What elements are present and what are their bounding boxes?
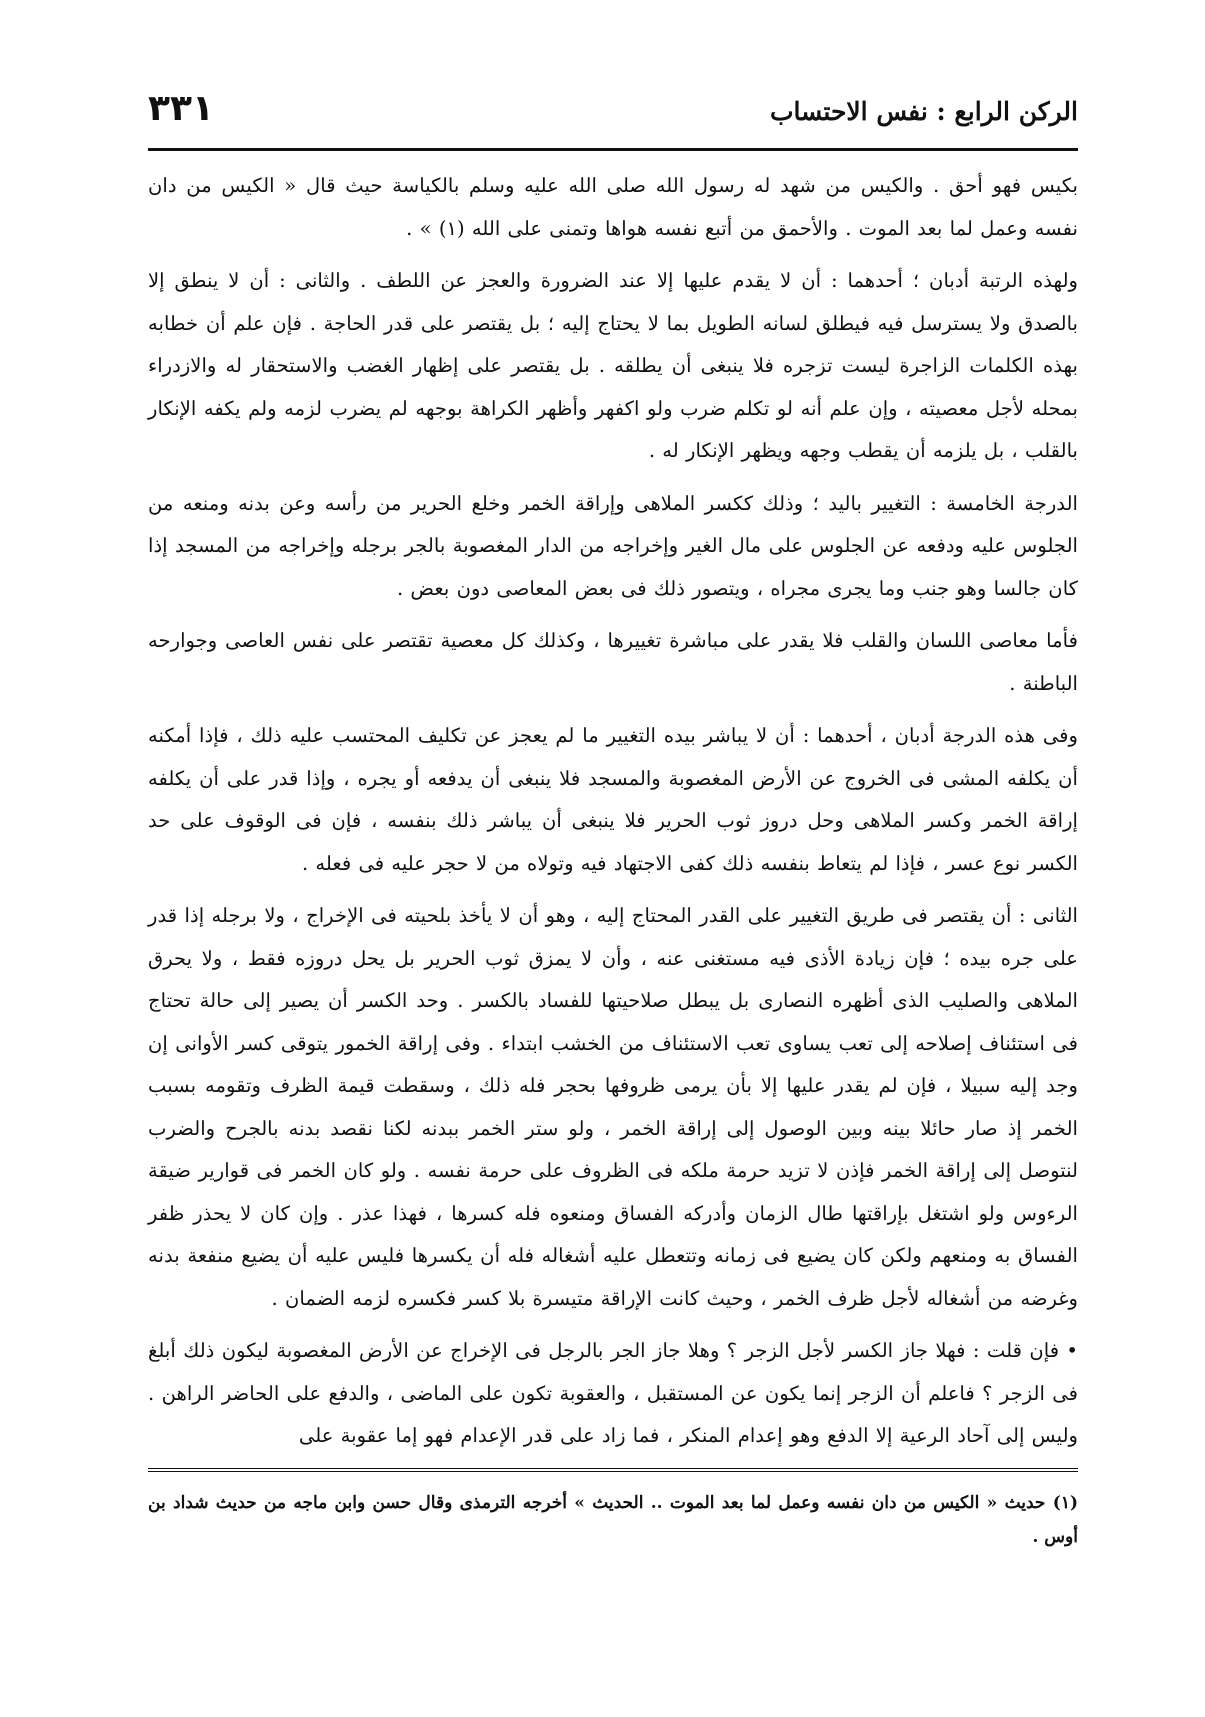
- footnote-text: (١) حديث « الكيس من دان نفسه وعمل لما بعد الموت .. الحديث » أخرجه الترمذى وقال حسن وابن ماجه من حديث شداد بن أوس .: [148, 1492, 1078, 1547]
- page-header: [148, 88, 1078, 140]
- footnote-rule: [148, 1468, 1078, 1472]
- footnote: [148, 1486, 1078, 1554]
- header-rule: [148, 148, 1078, 151]
- book-page: [148, 88, 1078, 1554]
- running-title: الركن الرابع : نفس الاحتساب: [769, 97, 1078, 126]
- paragraph: الثانى : أن يقتصر فى طريق التغيير على القدر المحتاج إليه ، وهو أن لا يأخذ بلحيته فى الإخراج ، ولا برجله إذا قدر على جره بيده ؛ فإن زيادة الأذى فيه مستغنى عنه ، وأن لا يمزق ثوب الحرير بل يحل دروزه فقط ، ولا يحرق الملاهى والصليب الذى أظهره النصارى بل يبطل صلاحيتها للفساد بالكسر . وحد الكسر أن يصير إلى حالة تحتاج فى استئناف إصلاحه إلى تعب يساوى تعب الاستئناف من الخشب ابتداء . وفى إراقة الخمور يتوقى كسر الأوانى إن وجد إليه سبيلا ، فإن لم يقدر عليها إلا بأن يرمى ظروفها بحجر فله ذلك ، وسقطت قيمة الظرف وتقومه بسبب الخمر إذ صار حائلا بينه وبين الوصول إلى إراقة الخمر ، ولو ستر الخمر ببدنه لكنا نقصد بدنه بالجرح والضرب لنتوصل إلى إراقة الخمر فإذن لا تزيد حرمة ملكه فى الظروف على حرمة نفسه . ولو كان الخمر فى قوارير ضيقة الرءوس ولو اشتغل بإراقتها طال الزمان وأدركه الفساق ومنعوه فله كسرها ، فهذا عذر . وإن كان لا يحذر ظفر الفساق به ومنعهم ولكن كان يضيع فى زمانه وتتعطل عليه أشغاله فله أن يكسرها فليس عليه أن يضيع منفعة بدنه وغرضه من أشغاله لأجل ظرف الخمر ، وحيث كانت الإراقة متيسرة بلا كسر فكسره لزمه الضمان .: [148, 904, 1078, 1310]
- page-number: ٣٣١: [148, 88, 214, 129]
- paragraph: وفى هذه الدرجة أدبان ، أحدهما : أن لا يباشر بيده التغيير ما لم يعجز عن تكليف المحتسب عليه ذلك ، فإذا أمكنه أن يكلفه المشى فى الخروج عن الأرض المغصوبة والمسجد فلا ينبغى أن يدفعه أو يجره ، وإذا قدر على أن يكلفه إراقة الخمر وكسر الملاهى وحل دروز ثوب الحرير فلا ينبغى أن يباشر ذلك بنفسه ، فإن فى الوقوف على حد الكسر نوع عسر ، فإذا لم يتعاط بنفسه ذلك كفى الاجتهاد فيه وتولاه من لا حجر عليه فى فعله .: [148, 724, 1078, 875]
- body-text: [148, 165, 1078, 1458]
- paragraph: • فإن قلت : فهلا جاز الكسر لأجل الزجر ؟ وهلا جاز الجر بالرجل فى الإخراج عن الأرض المغصوبة ليكون ذلك أبلغ فى الزجر ؟ فاعلم أن الزجر إنما يكون عن المستقبل ، والعقوبة تكون على الماضى ، والدفع على الحاضر الراهن . وليس إلى آحاد الرعية إلا الدفع وهو إعدام المنكر ، فما زاد على قدر الإعدام فهو إما عقوبة على: [148, 1339, 1078, 1447]
- paragraph: الدرجة الخامسة : التغيير باليد ؛ وذلك ككسر الملاهى وإراقة الخمر وخلع الحرير من رأسه وعن بدنه ومنعه من الجلوس عليه ودفعه عن الجلوس على مال الغير وإخراجه من الدار المغصوبة بالجر برجله وإخراجه من المسجد إذا كان جالسا وهو جنب وما يجرى مجراه ، ويتصور ذلك فى بعض المعاصى دون بعض .: [148, 491, 1078, 600]
- paragraph: ولهذه الرتبة أدبان ؛ أحدهما : أن لا يقدم عليها إلا عند الضرورة والعجز عن اللطف . والثانى : أن لا ينطق إلا بالصدق ولا يسترسل فيه فيطلق لسانه الطويل بما لا يحتاج إليه ؛ بل يقتصر على قدر الحاجة . فإن علم أن خطابه بهذه الكلمات الزاجرة ليست تزجره فلا ينبغى أن يطلقه . بل يقتصر على إظهار الغضب والاستحقار له والازدراء بمحله لأجل معصيته ، وإن علم أنه لو تكلم ضرب ولو اكفهر وأظهر الكراهة بوجهه لم يضرب لزمه ولم يكفه الإنكار بالقلب ، بل يلزمه أن يقطب وجهه ويظهر الإنكار له .: [148, 269, 1078, 462]
- paragraph: فأما معاصى اللسان والقلب فلا يقدر على مباشرة تغييرها ، وكذلك كل معصية تقتصر على نفس العاصى وجوارحه الباطنة .: [148, 629, 1078, 695]
- paragraph: بكيس فهو أحق . والكيس من شهد له رسول الله صلى الله عليه وسلم بالكياسة حيث قال « الكيس من دان نفسه وعمل لما بعد الموت . والأحمق من أتبع نفسه هواها وتمنى على الله (١) » .: [148, 174, 1078, 240]
